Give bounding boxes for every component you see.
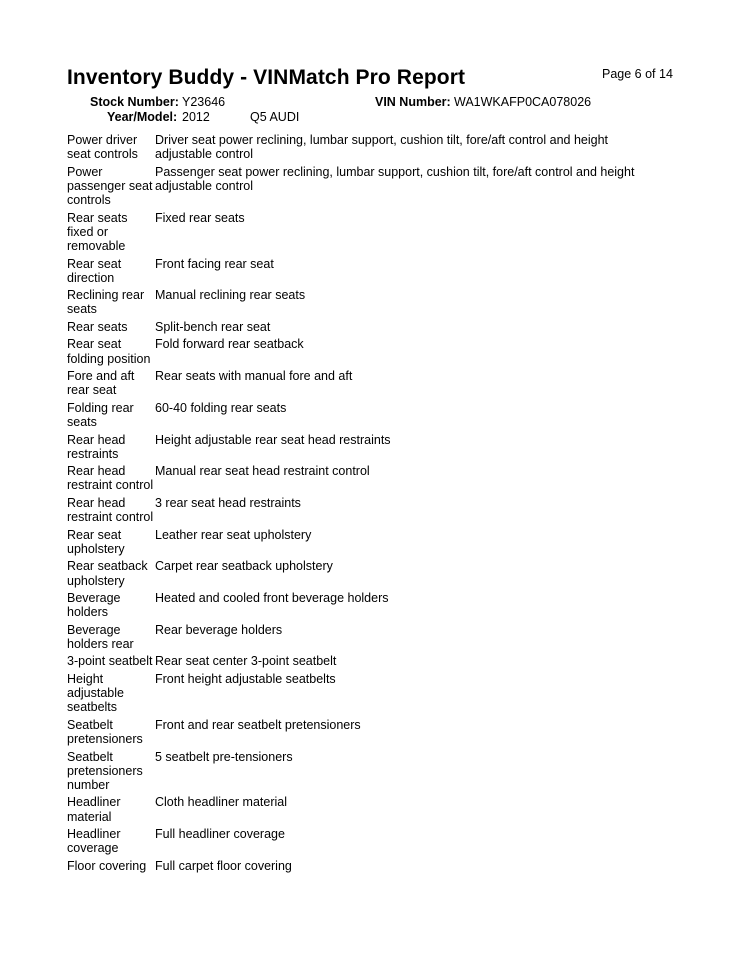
spec-value: Driver seat power reclining, lumbar support, cushion tilt, fore/aft control and height adjustable control: [155, 133, 609, 162]
spec-label: Rear seats: [67, 319, 128, 334]
spec-label: Power driver seat controls: [67, 133, 138, 162]
spec-value: Passenger seat power reclining, lumbar support, cushion tilt, fore/aft control and height adjustable control: [155, 164, 635, 193]
spec-row: [67, 718, 667, 746]
spec-label: Beverage holders: [67, 591, 121, 620]
spec-value: 3 rear seat head restraints: [155, 495, 301, 510]
spec-value: Fold forward rear seatback: [155, 337, 304, 352]
stock-number-value: Y23646: [182, 95, 226, 109]
spec-label: Power passenger seat controls: [67, 164, 153, 208]
spec-value: Carpet rear seatback upholstery: [155, 559, 333, 574]
spec-value: Rear seat center 3-point seatbelt: [155, 654, 337, 669]
spec-table: [67, 133, 667, 876]
spec-label: Rear seat upholstery: [67, 527, 125, 556]
spec-row: [67, 320, 667, 334]
spec-row: [67, 859, 667, 873]
spec-row: [67, 288, 667, 316]
spec-label: Rear head restraints: [67, 432, 126, 461]
spec-row: [67, 165, 667, 208]
spec-label: Rear head restraint control: [67, 464, 154, 493]
spec-value: Front facing rear seat: [155, 256, 274, 271]
spec-row: [67, 369, 667, 397]
spec-value: Front height adjustable seatbelts: [155, 671, 336, 686]
spec-label: Seatbelt pretensioners number: [67, 749, 143, 792]
spec-value: Front and rear seatbelt pretensioners: [155, 717, 361, 732]
report-title: Inventory Buddy - VINMatch Pro Report: [67, 66, 466, 89]
spec-value: Split-bench rear seat: [155, 319, 271, 334]
spec-row: [67, 623, 667, 651]
stock-number-label: Stock Number:: [90, 95, 179, 109]
year-model-label: Year/Model:: [107, 110, 178, 124]
spec-value: Manual reclining rear seats: [155, 288, 306, 303]
spec-value: Full headliner coverage: [155, 827, 285, 842]
spec-value: Manual rear seat head restraint control: [155, 464, 370, 479]
year-value: 2012: [182, 110, 210, 124]
spec-row: [67, 795, 667, 823]
spec-label: Rear seat direction: [67, 256, 122, 285]
spec-row: [67, 433, 667, 461]
spec-label: Height adjustable seatbelts: [67, 671, 124, 715]
spec-value: Height adjustable rear seat head restraints: [155, 432, 391, 447]
spec-label: Fore and aft rear seat: [67, 369, 135, 398]
spec-row: [67, 559, 667, 587]
spec-row: [67, 337, 667, 365]
spec-row: [67, 257, 667, 285]
spec-row: [67, 464, 667, 492]
spec-row: [67, 672, 667, 715]
model-value: Q5 AUDI: [250, 110, 300, 124]
spec-label: Rear seat folding position: [67, 337, 151, 366]
spec-value: 5 seatbelt pre-tensioners: [155, 749, 293, 764]
spec-value: Fixed rear seats: [155, 210, 245, 225]
spec-value: Full carpet floor covering: [155, 858, 292, 873]
spec-row: [67, 750, 667, 793]
spec-label: Beverage holders rear: [67, 622, 134, 651]
spec-row: [67, 211, 667, 254]
spec-row: [67, 496, 667, 524]
vin-number-value: WA1WKAFP0CA078026: [454, 95, 592, 109]
spec-value: Heated and cooled front beverage holders: [155, 591, 389, 606]
spec-value: Rear beverage holders: [155, 622, 283, 637]
page-number: Page 6 of 14: [602, 67, 673, 81]
spec-value: Cloth headliner material: [155, 795, 288, 810]
spec-label: Rear head restraint control: [67, 495, 154, 525]
spec-value: Rear seats with manual fore and aft: [155, 369, 353, 384]
spec-label: Rear seatback upholstery: [67, 559, 148, 588]
spec-label: Rear seats fixed or removable: [67, 210, 128, 254]
spec-label: Reclining rear seats: [67, 288, 145, 317]
spec-label: Folding rear seats: [67, 400, 134, 430]
spec-value: 60-40 folding rear seats: [155, 400, 287, 415]
spec-row: [67, 528, 667, 556]
spec-label: Headliner material: [67, 795, 121, 824]
spec-label: Seatbelt pretensioners: [67, 717, 143, 747]
spec-label: 3-point seatbelt: [67, 654, 153, 669]
spec-label: Headliner coverage: [67, 827, 121, 856]
spec-row: [67, 654, 667, 668]
spec-row: [67, 401, 667, 429]
spec-row: [67, 591, 667, 619]
vin-number-label: VIN Number:: [375, 95, 451, 109]
spec-value: Leather rear seat upholstery: [155, 527, 312, 542]
spec-label: Floor covering: [67, 858, 147, 873]
spec-row: [67, 133, 667, 161]
spec-row: [67, 827, 667, 855]
